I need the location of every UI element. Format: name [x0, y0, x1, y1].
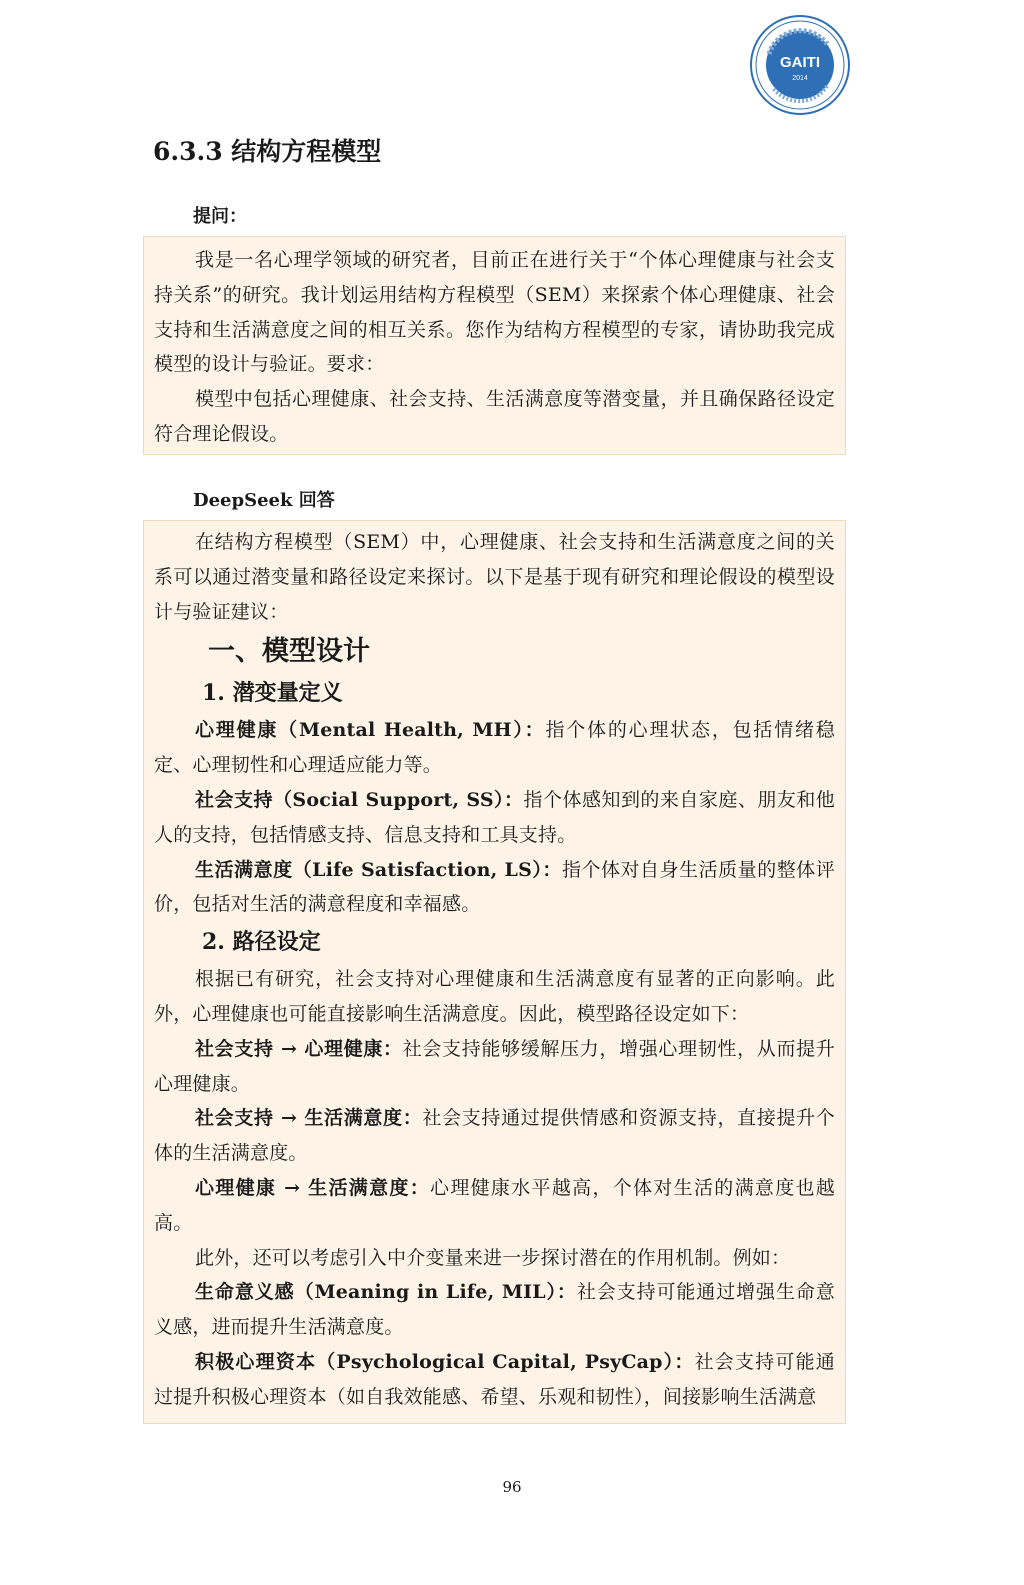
definition-term: 生活满意度（Life Satisfaction, LS）： [195, 858, 562, 881]
definition-text: 指个体的心理状态，包括情绪稳定、心理韧性和心理适应能力等。 [154, 719, 835, 777]
mediator-term: 生命意义感（Meaning in Life, MIL）： [195, 1281, 577, 1304]
heading-latent-variables: 1. 潜变量定义 [202, 680, 343, 707]
path-item-2 [154, 1101, 835, 1171]
heading-model-design: 一、模型设计 [208, 636, 370, 668]
path-text: 心理健康水平越高，个体对生活的满意度也越高。 [154, 1176, 835, 1234]
definition-life-satisfaction [154, 853, 835, 923]
mediator-item-2 [154, 1345, 835, 1415]
heading-path-setting: 2. 路径设定 [202, 929, 321, 956]
path-item-1 [154, 1032, 835, 1102]
path-term: 心理健康 → 生活满意度： [195, 1176, 431, 1199]
mediator-text: 社会支持可能通过提升积极心理资本（如自我效能感、希望、乐观和韧性），间接影响生活满意 [154, 1350, 835, 1408]
gaiti-logo [749, 14, 851, 116]
mediator-text: 社会支持可能通过增强生命意义感，进而提升生活满意度。 [154, 1281, 835, 1339]
path-text: 社会支持能够缓解压力，增强心理韧性，从而提升心理健康。 [154, 1037, 835, 1095]
mediator-term: 积极心理资本（Psychological Capital, PsyCap）： [195, 1350, 695, 1373]
answer-intro: 在结构方程模型（SEM）中，心理健康、社会支持和生活满意度之间的关系可以通过潜变量和路径设定来探讨。以下是基于现有研究和理论假设的模型设计与验证建议： [154, 531, 835, 623]
path-term: 社会支持 → 心理健康： [195, 1037, 403, 1060]
path-item-3 [154, 1171, 835, 1241]
definition-social-support [154, 783, 835, 853]
answer-label: DeepSeek 回答 [193, 490, 335, 511]
section-title: 6.3.3 结构方程模型 [153, 137, 382, 166]
mediator-intro: 此外，还可以考虑引入中介变量来进一步探讨潜在的作用机制。例如： [195, 1246, 791, 1269]
definition-term: 心理健康（Mental Health, MH）： [195, 719, 546, 742]
definition-term: 社会支持（Social Support, SS）： [195, 788, 524, 811]
definition-mental-health [154, 713, 835, 783]
answer-box [143, 520, 846, 1424]
mediator-item-1 [154, 1275, 835, 1345]
question-paragraph-2: 模型中包括心理健康、社会支持、生活满意度等潜变量，并且确保路径设定符合理论假设。 [154, 388, 835, 445]
logo-year: 2014 [792, 75, 808, 82]
page-number: 96 [502, 1478, 522, 1496]
question-paragraph-1: 我是一名心理学领域的研究者，目前正在进行关于“个体心理健康与社会支持关系”的研究。我计划运用结构方程模型（SEM）来探索个体心理健康、社会支持和生活满意度之间的相互关系。您作为结构方程模型的专家，请协助我完成模型的设计与验证。要求： [154, 249, 835, 376]
question-box [143, 236, 846, 455]
definition-text: 指个体感知到的来自家庭、朋友和他人的支持，包括情感支持、信息支持和工具支持。 [154, 788, 836, 846]
definition-text: 指个体对自身生活质量的整体评价，包括对生活的满意程度和幸福感。 [154, 858, 835, 916]
path-term: 社会支持 → 生活满意度： [195, 1107, 423, 1130]
path-text: 社会支持通过提供情感和资源支持，直接提升个体的生活满意度。 [154, 1107, 836, 1165]
logo-text: GAITI [780, 54, 820, 71]
question-label: 提问： [193, 206, 247, 227]
path-intro: 根据已有研究，社会支持对心理健康和生活满意度有显著的正向影响。此外，心理健康也可能直接影响生活满意度。因此，模型路径设定如下： [154, 968, 835, 1025]
